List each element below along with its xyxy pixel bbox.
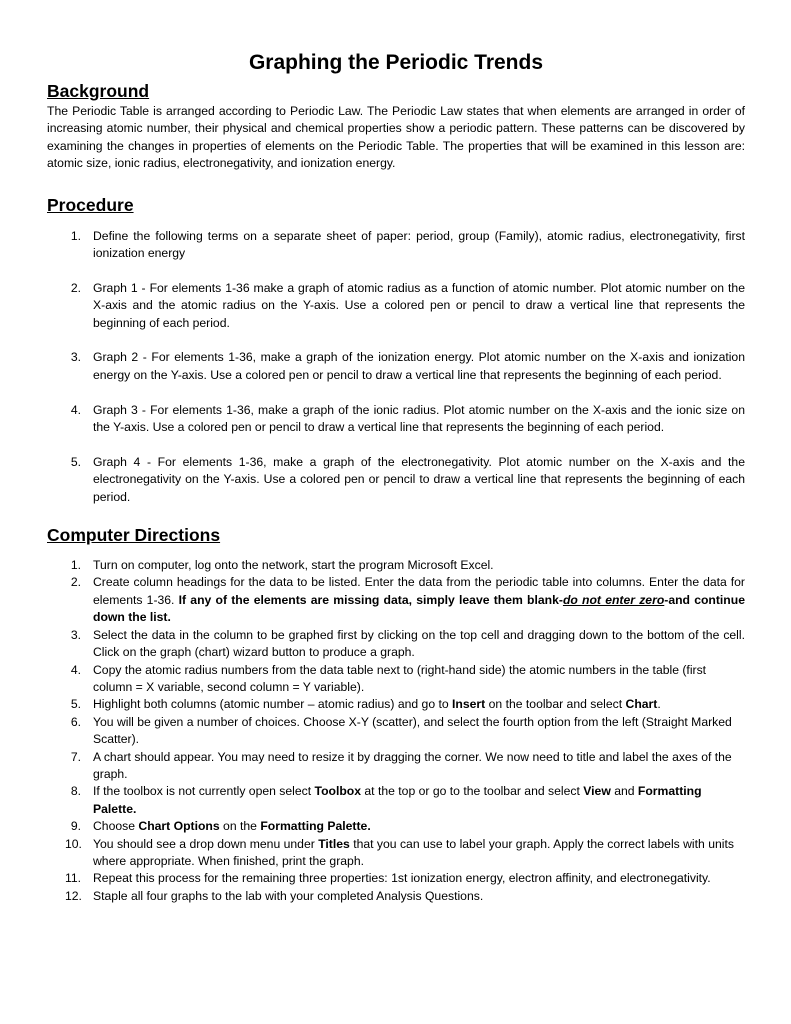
direction-item: 3. Select the data in the column to be graphed first by clicking on the top cell and dragging down to the bottom of the cell. Click on the graph (chart) wizard button to produce a graph. — [70, 627, 745, 660]
direction-item: 6. You will be given a number of choices. Choose X-Y (scatter), and select the fourth option from the left (Straight Marked Scatter). — [70, 714, 732, 747]
procedure-item: 5. Graph 4 - For elements 1-36, make a graph of the electronegativity. Plot atomic number on the X-axis and the electronegativity on the Y-axis. Use a colored pen or pencil to draw a vertical line that represents the beginning of each period. — [70, 454, 745, 504]
direction-item: 7. A chart should appear. You may need to resize it by dragging the corner. We now need to title and label the axes of the graph. — [70, 749, 732, 781]
page-title: Graphing the Periodic Trends — [248, 51, 544, 74]
computer-directions-list — [47, 557, 745, 905]
direction-item: 1. Turn on computer, log onto the network, start the program Microsoft Excel. — [70, 558, 494, 573]
direction-item: 12. Staple all four graphs to the lab with your completed Analysis Questions. — [65, 888, 484, 903]
background-heading: Background — [47, 81, 150, 101]
procedure-item: 3. Graph 2 - For elements 1-36, make a graph of the ionization energy. Plot atomic number on the X-axis and ionization energy on the Y-axis. Use a colored pen or pencil to draw a vertical line that represents the beginning of each period. — [70, 350, 745, 382]
procedure-item: 4. Graph 3 - For elements 1-36, make a graph of the ionic radius. Plot atomic number on the X-axis and the ionic size on the Y-axis. Use a colored pen or pencil to draw a vertical line that represents the beginning of each period. — [70, 402, 745, 435]
computer-directions-heading: Computer Directions — [47, 525, 221, 546]
background-paragraph: The Periodic Table is arranged according to Periodic Law. The Periodic Law states that when elements are arranged in order of increasing atomic number, their physical and chemical properties show a periodic pattern. These patterns can be discovered by examining the changes in properties of elements on the Periodic Table. The properties that will be examined in this lesson are: atomic size, ionic radius, electronegativity, and ionization energy. — [47, 104, 745, 171]
direction-item: 11. Repeat this process for the remaining three properties: 1st ionization energy, electron affinity, and electronegativity. — [65, 871, 711, 886]
procedure-heading: Procedure — [47, 194, 134, 215]
procedure-list — [47, 228, 745, 506]
document-page — [47, 48, 745, 905]
direction-item: 10. You should see a drop down menu under Titles that you can use to label your graph. Apply the correct labels with units where appropriate. When finished, print the graph. — [65, 836, 734, 868]
direction-item: 9. Choose Chart Options on the Formatting Palette. — [70, 819, 371, 834]
direction-item: 5. Highlight both columns (atomic number – atomic radius) and go to Insert on the toolbar and select Chart. — [70, 697, 661, 712]
direction-item: 8. If the toolbox is not currently open select Toolbox at the top or go to the toolbar and select View and Formatting Palette. — [70, 784, 702, 816]
direction-item: 2. Create column headings for the data to be listed. Enter the data from the periodic table into columns. Enter the data for elements 1-36. If any of the elements are missing data, simply leave them blank-do not enter zero-and continue down the list. — [70, 575, 745, 625]
procedure-item: 2. Graph 1 - For elements 1-36 make a graph of atomic radius as a function of atomic number. Plot atomic number on the X-axis and the atomic radius on the Y-axis. Use a colored pen or pencil to draw a vertical line that represents the beginning of each period. — [70, 280, 745, 330]
procedure-item: 1. Define the following terms on a separate sheet of paper: period, group (Family), atomic radius, electronegativity, first ionization energy — [70, 228, 745, 261]
direction-item: 4. Copy the atomic radius numbers from the data table next to (right-hand side) the atomic numbers in the table (first column = X variable, second column = Y variable). — [70, 662, 707, 694]
